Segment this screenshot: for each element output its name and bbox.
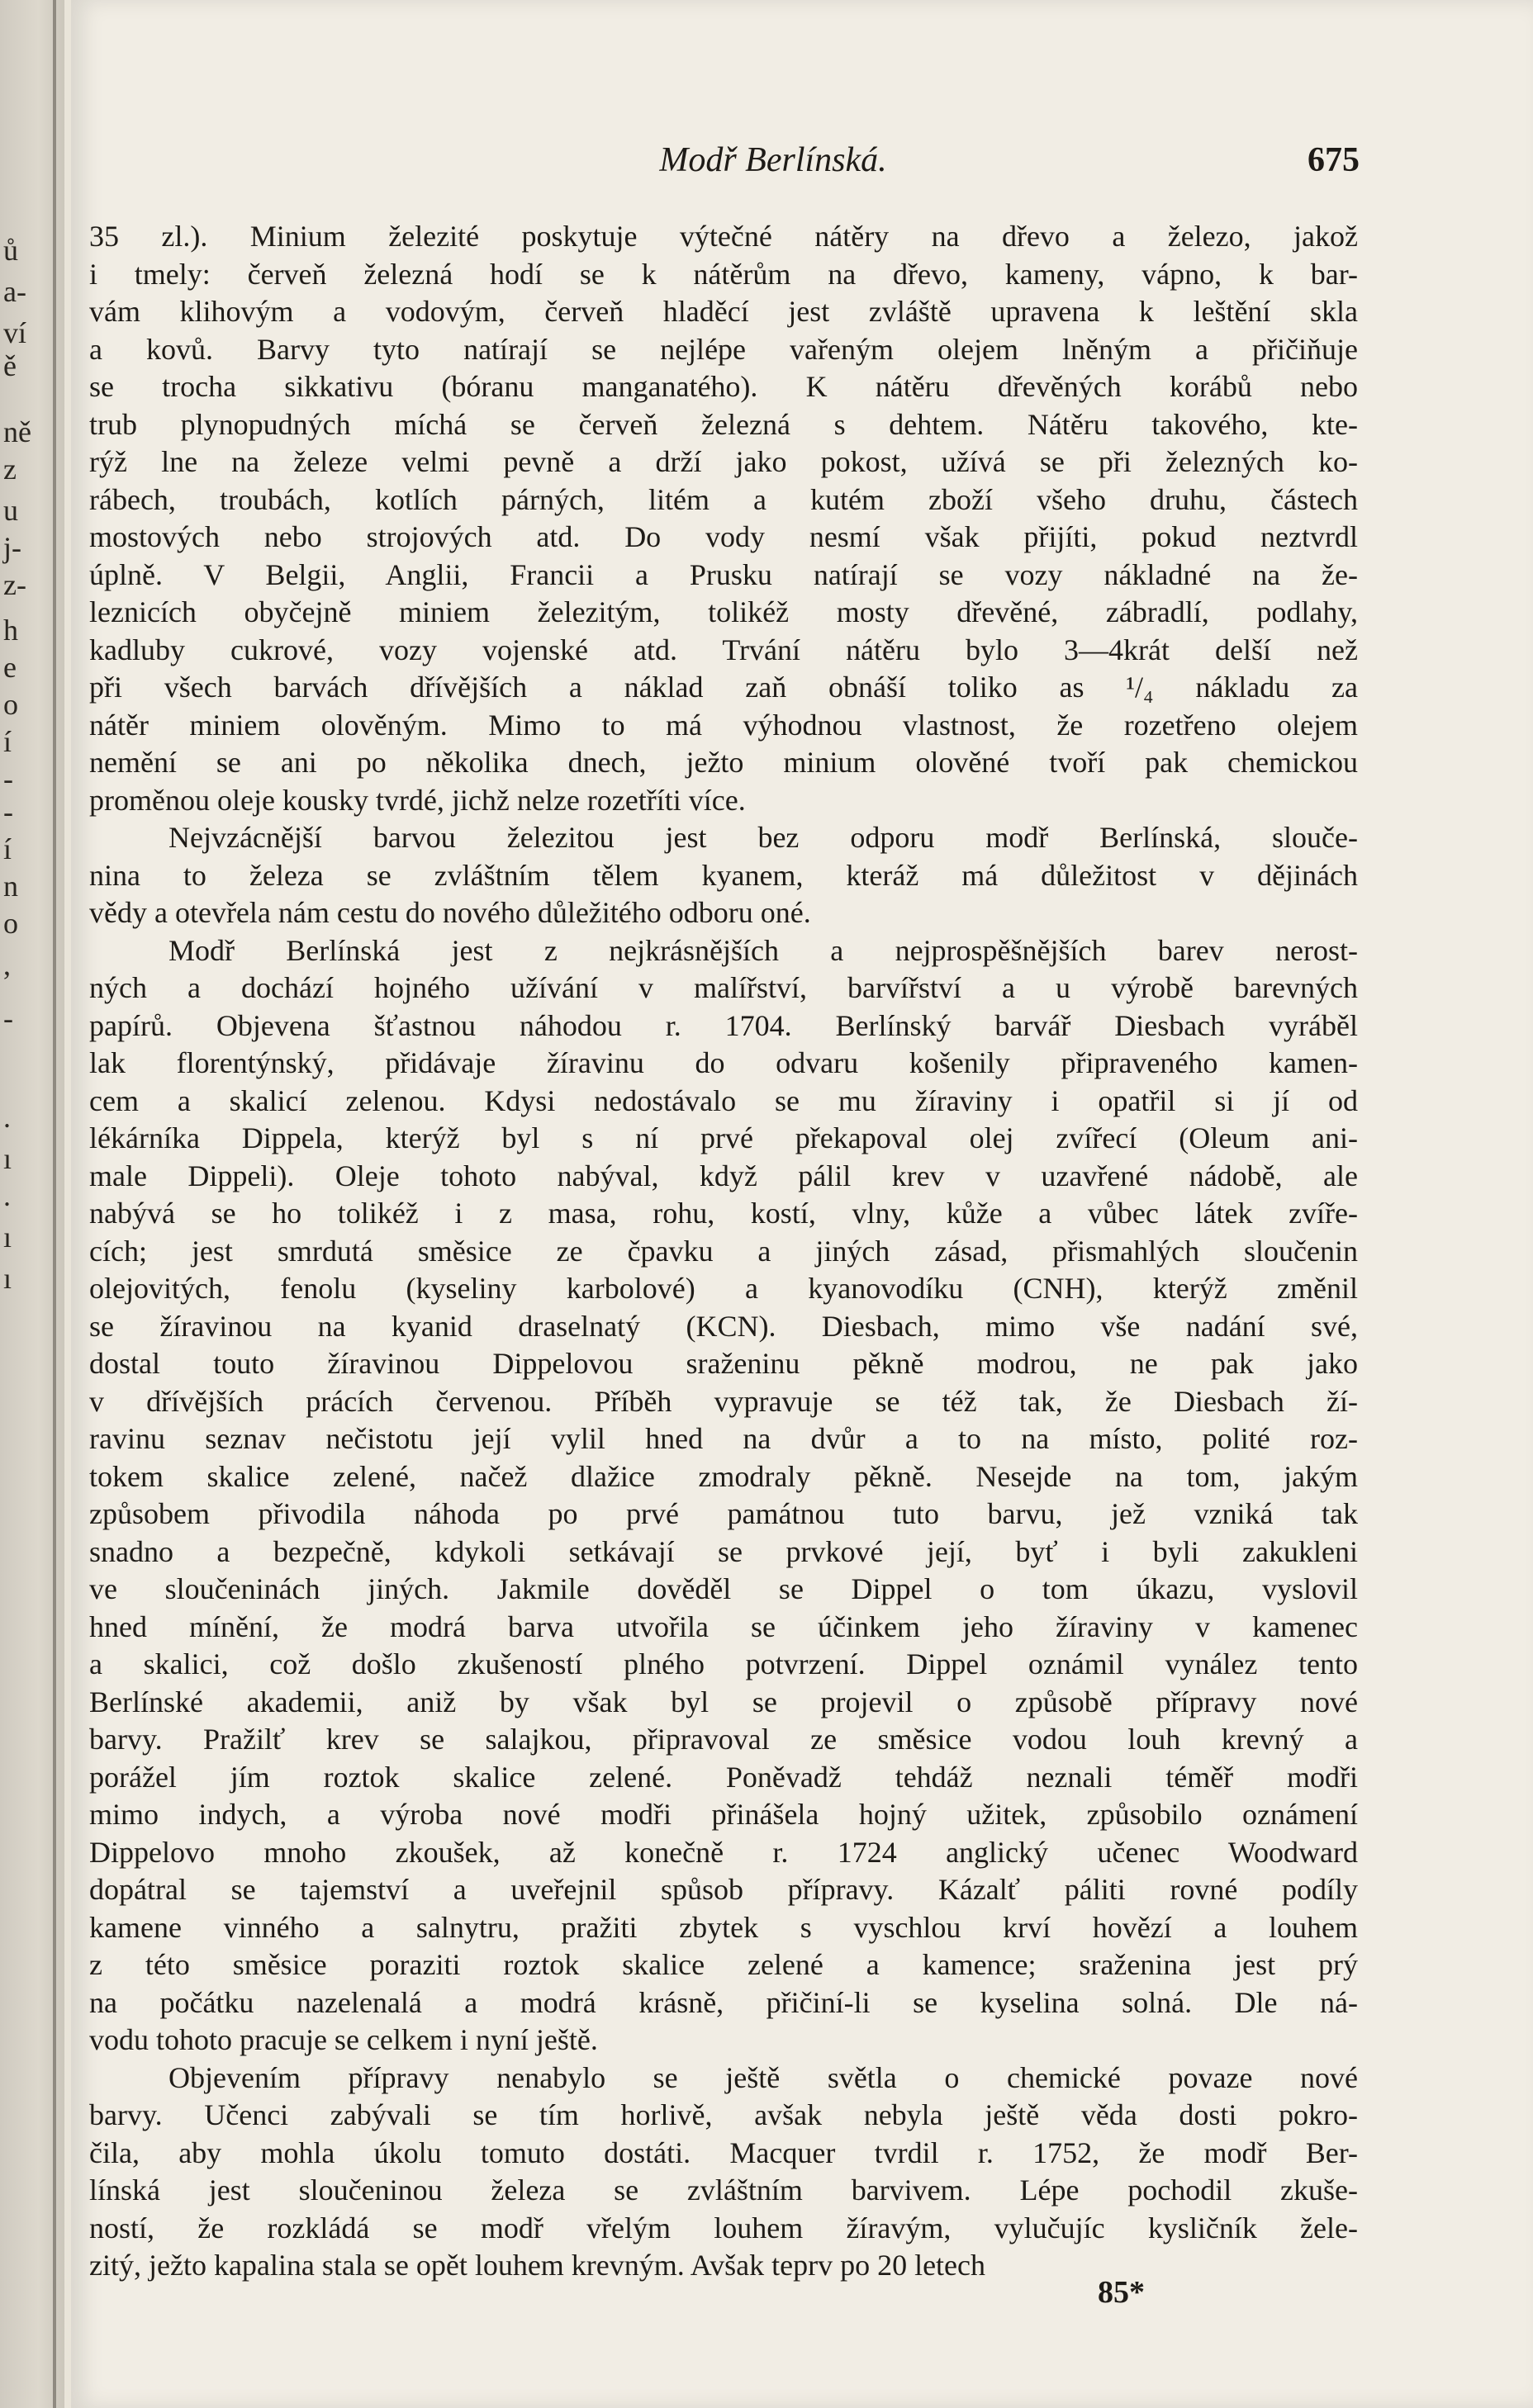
gutter-fragment: . (3, 1101, 11, 1134)
text-line: z této směsice poraziti roztok skalice zelené a kamence; sraženina jest prý (89, 1948, 1358, 1981)
text-line: Modř Berlínská jest z nejkrásnějších a nejprospěšnějších barev nerost- (168, 933, 1358, 967)
text-line: barvy. Pražilť krev se salajkou, připravoval ze směsice vodou louh krevný a (89, 1723, 1358, 1756)
text-line: kadluby cukrové, vozy vojenské atd. Trvání nátěru bylo 3—4krát delší než (89, 633, 1358, 666)
body-text (89, 218, 1358, 2285)
paragraph-chemical-nature (89, 2060, 1358, 2285)
text-line: a kovů. Barvy tyto natírají se nejlépe vařeným olejem lněným a přičiňuje (89, 332, 1358, 366)
text-line: tokem skalice zelené, načež dlažice zmodraly pěkně. Nesejde na tom, jakým (89, 1459, 1358, 1493)
text-line: nátěr miniem olověným. Mimo to má výhodnou vlastnost, že rozetřeno olejem (89, 708, 1358, 742)
text-line: vodu tohoto pracuje se celkem i nyní ještě. (89, 2023, 598, 2056)
text-line: nemění se ani po několika dnech, ježto minium olověné tvoří pak chemickou (89, 746, 1358, 779)
text-line: mostových nebo strojových atd. Do vody nesmí však přijíti, pokud neztvrdl (89, 520, 1358, 553)
running-title: Modř Berlínská. (659, 141, 887, 179)
text-line: a skalici, což došlo zkušeností plného potvrzení. Dippel oznámil vynález tento (89, 1647, 1358, 1680)
gutter-fragment: - (3, 1002, 13, 1035)
signature-mark: 85* (1098, 2275, 1145, 2310)
text-line: způsobem přivodila náhoda po prvé památnou tuto barvu, jež vzniká tak (89, 1497, 1358, 1530)
text-line: Objevením přípravy nenabylo se ještě světla o chemické povaze nové (168, 2060, 1358, 2094)
gutter-fragment: a- (3, 275, 26, 308)
gutter-fragment: e (3, 651, 17, 684)
text-line: při všech barvách dřívějších a náklad zaň obnáší toliko as ¹/₄ nákladu za (89, 671, 1358, 704)
gutter-fragment: o (3, 688, 18, 721)
gutter-fragment: , (3, 948, 11, 981)
gutter-fragment: . (3, 1179, 11, 1212)
text-line: rýž lne na železe velmi pevně a drží jako pokost, užívá se při železných ko- (89, 445, 1358, 478)
text-line: línská jest sloučeninou železa se zvláštním barvivem. Lépe pochodil zkuše- (89, 2173, 1358, 2207)
text-line: vám klihovým a vodovým, červeň hladěcí jest zvláště upravena k leštění skla (89, 295, 1358, 328)
paragraph-berlin-blue-history (89, 932, 1358, 2060)
text-line: vědy a otevřela nám cestu do nového důležitého odboru oné. (89, 896, 811, 929)
gutter-fragment: ně (3, 415, 31, 448)
text-line: proměnou oleje kousky tvrdé, jichž nelze rozetříti více. (89, 783, 746, 817)
text-line: nina to železa se zvláštním tělem kyanem, kteráž má důležitost v dějinách (89, 858, 1358, 892)
text-line: ve sloučeninách jiných. Jakmile dověděl se Dippel o tom úkazu, vyslovil (89, 1572, 1358, 1605)
text-line: snadno a bezpečně, kdykoli setkávají se prvkové její, byť i byli zakukleni (89, 1534, 1358, 1568)
text-line: cem a skalicí zelenou. Kdysi nedostávalo se mu žíraviny i opatřil si jí od (89, 1083, 1358, 1117)
text-line: hned mínění, že modrá barva utvořila se účinkem jeho žíraviny v kamenec (89, 1609, 1358, 1643)
gutter-fragment: ı (3, 1262, 12, 1295)
text-line: Dippelovo mnoho zkoušek, až konečně r. 1724 anglický učenec Woodward (89, 1835, 1358, 1869)
text-line: lak florentýnský, přidávaje žíravinu do odvaru košenily připraveného kamen- (89, 1046, 1358, 1079)
text-line: v dřívějších prácích červenou. Příběh vypravuje se též tak, že Diesbach ží- (89, 1384, 1358, 1418)
text-line: Berlínské akademii, aniž by však byl se projevil o způsobě přípravy nové (89, 1685, 1358, 1718)
text-line: čila, aby mohla úkolu tomuto dostáti. Macquer tvrdil r. 1752, že modř Ber- (89, 2135, 1358, 2169)
text-line: cích; jest smrdutá směsice ze čpavku a jiných zásad, přismahlých sloučenin (89, 1234, 1358, 1268)
book-page (71, 0, 1533, 2408)
gutter-fragment: z- (3, 568, 26, 601)
text-line: ných a dochází hojného užívání v malířství, barvířství a u výrobě barevných (89, 971, 1358, 1004)
page-header (71, 140, 1533, 190)
text-line: 35 zl.). Minium železité poskytuje výtečné nátěry na dřevo a železo, jakož (89, 220, 1358, 253)
text-line: zitý, ježto kapalina stala se opět louhem krevným. Avšak teprv po 20 letech (89, 2249, 986, 2282)
gutter-fragment: í (3, 832, 12, 865)
previous-page-gutter (0, 0, 64, 2408)
gutter-fragment: ě (3, 349, 17, 382)
text-line: nabývá se ho tolikéž i z masa, rohu, kostí, vlny, kůže a vůbec látek zvíře- (89, 1197, 1358, 1230)
text-line: leznicích obyčejně miniem železitým, tolikéž mosty dřevěné, zábradlí, podlahy, (89, 595, 1358, 628)
text-line: se žíravinou na kyanid draselnatý (KCN). Diesbach, mimo vše nadání své, (89, 1309, 1358, 1343)
page-number: 675 (1308, 141, 1360, 179)
gutter-fragment: ı (3, 1221, 12, 1254)
gutter-fragment: - (3, 795, 13, 828)
paragraph-intro-berlin-blue (89, 819, 1358, 932)
page-fold-shadow (53, 0, 56, 2408)
text-line: dostal touto žíravinou Dippelovou sraženinu pěkně modrou, ne pak jako (89, 1347, 1358, 1380)
text-line: porážel jím roztok skalice zelené. Poněvadž tehdáž neznali téměř modři (89, 1760, 1358, 1794)
gutter-fragment: z (3, 453, 17, 486)
text-line: i tmely: červeň železná hodí se k nátěrům na dřevo, kameny, vápno, k bar- (89, 257, 1358, 291)
gutter-fragment: ı (3, 1142, 12, 1175)
gutter-fragment: ů (3, 234, 18, 267)
gutter-fragment: í (3, 725, 12, 758)
text-line: úplně. V Belgii, Anglii, Francii a Prusku natírají se vozy nákladné na že- (89, 557, 1358, 591)
text-line: male Dippeli). Oleje tohoto nabýval, když pálil krev v uzavřené nádobě, ale (89, 1159, 1358, 1192)
text-line: se trocha sikkativu (bóranu manganatého). K nátěru dřevěných korábů nebo (89, 370, 1358, 403)
text-line: lékárníka Dippela, kterýž byl s ní prvé překapoval olej zvířecí (Oleum ani- (89, 1121, 1358, 1154)
text-line: rábech, troubách, kotlích párných, litém a kutém zboží všeho druhu, částech (89, 482, 1358, 516)
gutter-fragment: u (3, 494, 18, 527)
text-line: papírů. Objevena šťastnou náhodou r. 1704. Berlínský barvář Diesbach vyráběl (89, 1008, 1358, 1042)
gutter-fragment: n (3, 870, 18, 903)
gutter-fragment: o (3, 907, 18, 940)
text-line: olejovitých, fenolu (kyseliny karbolové) a kyanovodíku (CNH), kterýž změnil (89, 1272, 1358, 1305)
gutter-fragment: ví (3, 316, 27, 349)
paragraph-minium (89, 218, 1358, 819)
text-line: mimo indych, a výroba nové modři přinášela hojný užitek, způsobilo oznámení (89, 1798, 1358, 1831)
text-line: dopátral se tajemství a uveřejnil spůsob přípravy. Kázalť páliti rovné podíly (89, 1873, 1358, 1906)
text-line: na počátku nazelenalá a modrá krásně, přičiní-li se kyselina solná. Dle ná- (89, 1985, 1358, 2019)
text-line: ravinu seznav nečistotu její vylil hned na dvůr a to na místo, polité roz- (89, 1422, 1358, 1455)
gutter-fragment: h (3, 614, 18, 647)
gutter-fragment: - (3, 762, 13, 795)
text-line: kamene vinného a salnytru, pražiti zbytek s vyschlou krví hovězí a louhem (89, 1910, 1358, 1944)
gutter-fragment: j- (3, 531, 21, 564)
text-line: ností, že rozkládá se modř vřelým louhem žíravým, vylučujíc kysličník žele- (89, 2211, 1358, 2244)
text-line: barvy. Učenci zabývali se tím horlivě, avšak nebyla ještě věda dosti pokro- (89, 2098, 1358, 2131)
text-line: trub plynopudných míchá se červeň železná s dehtem. Nátěru takového, kte- (89, 407, 1358, 441)
text-line: Nejvzácnější barvou železitou jest bez odporu modř Berlínská, slouče- (168, 821, 1358, 854)
